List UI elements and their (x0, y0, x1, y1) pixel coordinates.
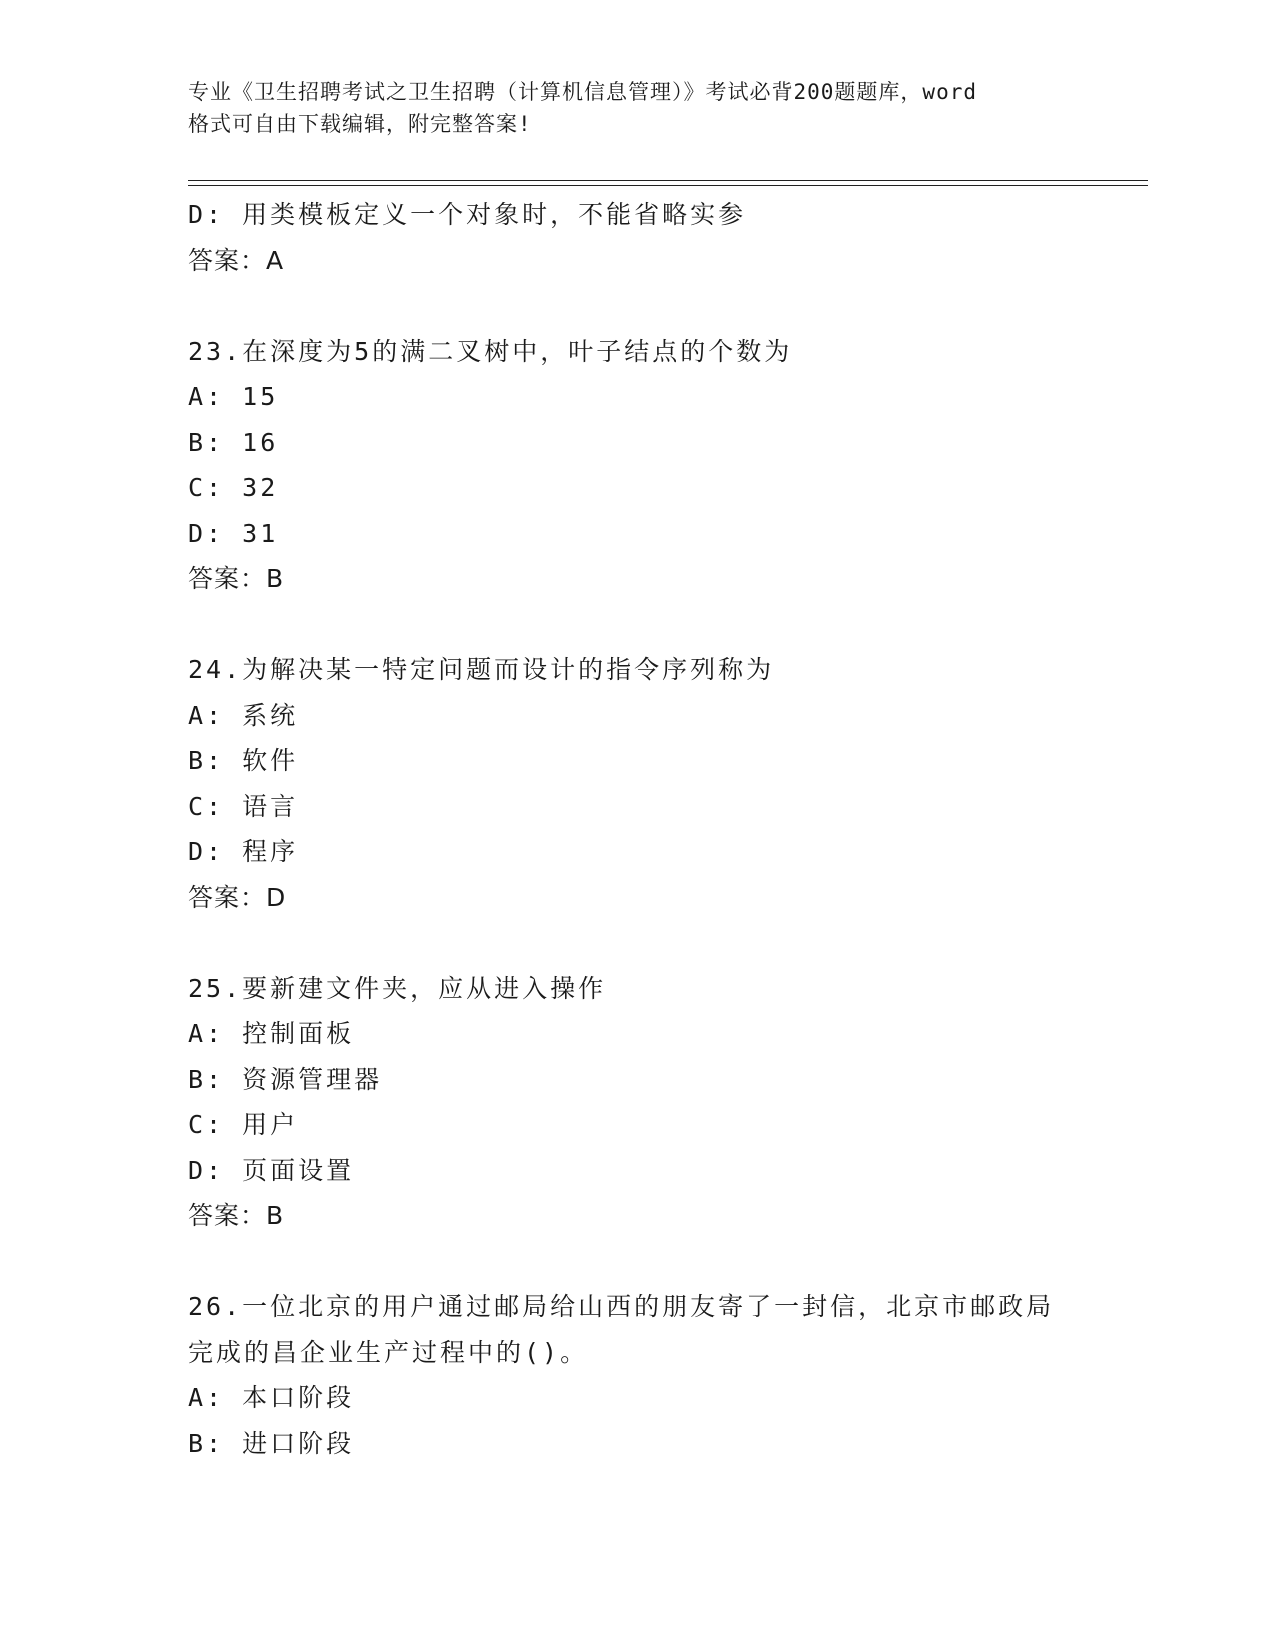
question-26 (188, 1284, 1148, 1466)
option-a: A: 本口阶段 (188, 1383, 355, 1412)
option-a: A: 控制面板 (188, 1019, 355, 1048)
option-b: B: 软件 (188, 746, 299, 775)
option-b: B: 资源管理器 (188, 1064, 383, 1094)
prev-option-d: D: 用类模板定义一个对象时，不能省略实参 (188, 200, 747, 229)
option-c: C: 语言 (188, 791, 299, 821)
question-stem: 23.在深度为5的满二叉树中，叶子结点的个数为 (188, 336, 793, 366)
option-d: D: 程序 (188, 837, 299, 866)
question-stem: 24.为解决某一特定问题而设计的指令序列称为 (188, 655, 775, 684)
question-23 (188, 329, 1148, 602)
question-stem-line-2: 完成的昌企业生产过程中的()。 (188, 1337, 589, 1367)
question-25 (188, 966, 1148, 1239)
question-24 (188, 647, 1148, 920)
document-page (188, 76, 1148, 1466)
answer: 答案：B (188, 1201, 285, 1230)
question-list (188, 192, 1148, 1466)
option-d: D: 31 (188, 518, 279, 548)
option-c: C: 用户 (188, 1110, 299, 1139)
option-b: B: 进口阶段 (188, 1428, 355, 1458)
option-c: C: 32 (188, 473, 279, 502)
answer: 答案：B (188, 564, 285, 593)
header-double-rule (188, 180, 1148, 186)
answer: 答案：D (188, 882, 287, 912)
prev-answer: 答案：A (188, 245, 285, 275)
option-a: A: 15 (188, 382, 279, 411)
option-a: A: 系统 (188, 700, 299, 730)
document-header (188, 76, 1148, 140)
option-b: B: 16 (188, 427, 279, 457)
question-stem-line-1: 26.一位北京的用户通过邮局给山西的朋友寄了一封信，北京市邮政局 (188, 1292, 1055, 1321)
question-stem: 25.要新建文件夹，应从进入操作 (188, 973, 607, 1003)
option-d: D: 页面设置 (188, 1155, 355, 1185)
header-line-1: 专业《卫生招聘考试之卫生招聘（计算机信息管理）》考试必背200题题库，word (188, 80, 977, 104)
header-line-2: 格式可自由下载编辑，附完整答案! (188, 112, 532, 136)
